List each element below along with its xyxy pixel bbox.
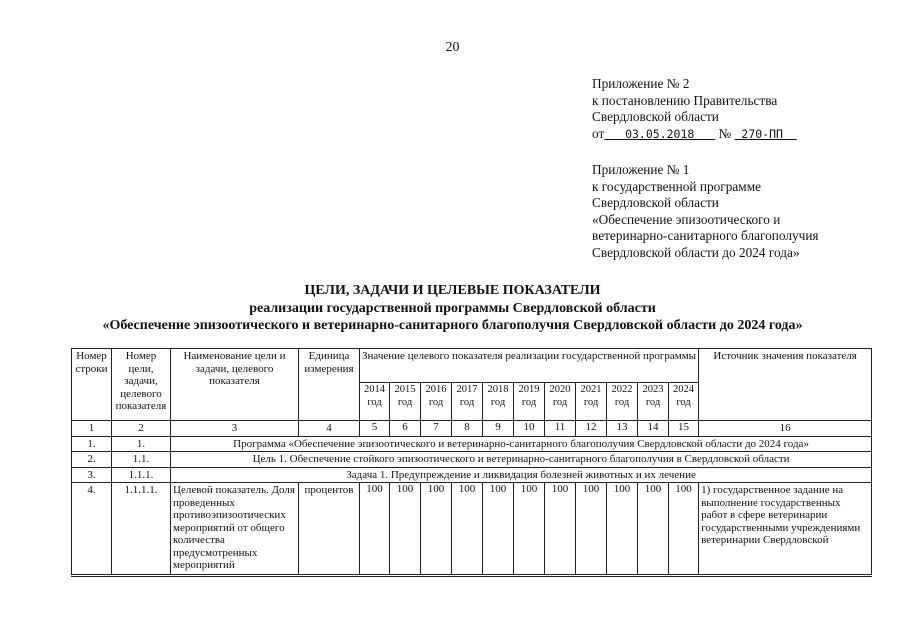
indicator-value: 100 — [576, 483, 607, 575]
row-code: 1.1.1. — [112, 467, 171, 483]
task-row — [72, 467, 872, 483]
goal-title: Цель 1. Обеспечение стойкого эпизоотического и ветеринарно-санитарного благополучия в Свердловской области — [171, 452, 872, 468]
appendix-1-line-1: Приложение № 1 — [592, 162, 690, 177]
indicator-row — [72, 483, 872, 575]
header-year: 2019 год — [514, 383, 545, 421]
header-year: 2014 год — [360, 383, 390, 421]
column-number: 9 — [483, 421, 514, 437]
appendix-1-line-2: к государственной программе — [592, 178, 762, 194]
column-number: 1 — [72, 421, 112, 437]
header-row-1 — [72, 349, 872, 383]
program-title: Программа «Обеспечение эпизоотического и ветеринарно-санитарного благополучия Свердловской области до 2024 года» — [171, 436, 872, 452]
row-code: 1. — [112, 436, 171, 452]
appendix-2-line-2: к постановлению Правительства — [592, 92, 778, 108]
title-line-1: ЦЕЛИ, ЗАДАЧИ И ЦЕЛЕВЫЕ ПОКАЗАТЕЛИ — [304, 283, 601, 298]
indicator-source: 1) государственное задание на выполнение государственных работ в сфере ветеринарии государственными учреждениями ветеринарии Свердловской — [699, 483, 872, 575]
appendix-1-line-4: «Обеспечение эпизоотического и — [592, 211, 781, 227]
header-year: 2020 год — [545, 383, 576, 421]
column-number: 7 — [421, 421, 452, 437]
row-code: 1.1. — [112, 452, 171, 468]
appendix-1-line-6: Свердловской области до 2024 года» — [592, 244, 800, 260]
indicator-value: 100 — [607, 483, 638, 575]
header-year: 2017 год — [452, 383, 483, 421]
row-code: 1.1.1.1. — [112, 483, 171, 575]
header-year: 2018 год — [483, 383, 514, 421]
program-row — [72, 436, 872, 452]
row-number: 3. — [72, 467, 112, 483]
indicator-value: 100 — [545, 483, 576, 575]
header-goal-number: Номер цели, задачи, целевого показателя — [112, 349, 171, 421]
indicator-value: 100 — [669, 483, 699, 575]
column-number: 16 — [699, 421, 872, 437]
column-number: 2 — [112, 421, 171, 437]
header-year: 2023 год — [638, 383, 669, 421]
column-number: 11 — [545, 421, 576, 437]
appendix-2-date-line — [592, 126, 797, 143]
row-number: 2. — [72, 452, 112, 468]
appendix-2-block — [592, 76, 797, 142]
column-number: 14 — [638, 421, 669, 437]
column-number: 15 — [669, 421, 699, 437]
indicator-name: Целевой показатель. Доля проведенных противоэпизоотических мероприятий от общего количества предусмотренных мероприятий — [171, 483, 299, 575]
header-row-number: Номер строки — [72, 349, 112, 421]
title-line-3: «Обеспечение эпизоотического и ветеринарно-санитарного благополучия Свердловской области до 2024 года» — [102, 318, 803, 333]
header-name: Наименование цели и задачи, целевого показателя — [171, 349, 299, 421]
document-title — [0, 282, 905, 335]
column-number: 10 — [514, 421, 545, 437]
indicators-table — [71, 348, 872, 575]
from-label: от — [592, 125, 605, 141]
title-line-2: реализации государственной программы Свердловской области — [249, 300, 656, 316]
number-label: № — [718, 125, 732, 141]
header-year: 2016 год — [421, 383, 452, 421]
header-year: 2015 год — [390, 383, 421, 421]
column-number: 13 — [607, 421, 638, 437]
page-number: 20 — [445, 40, 460, 55]
indicator-value: 100 — [390, 483, 421, 575]
header-year: 2022 год — [607, 383, 638, 421]
appendix-1-line-3: Свердловской области — [592, 195, 719, 210]
indicator-value: 100 — [360, 483, 390, 575]
column-number: 12 — [576, 421, 607, 437]
indicator-value: 100 — [421, 483, 452, 575]
appendix-1-block — [592, 162, 819, 261]
appendix-2-line-1: Приложение № 2 — [592, 76, 690, 91]
header-source: Источник значения показателя — [699, 349, 872, 421]
column-number: 8 — [452, 421, 483, 437]
goal-row — [72, 452, 872, 468]
column-number: 3 — [171, 421, 299, 437]
decree-number: 270-ПП — [741, 126, 783, 141]
indicator-value: 100 — [483, 483, 514, 575]
column-number: 4 — [299, 421, 360, 437]
header-unit: Единица измерения — [299, 349, 360, 421]
header-values-group: Значение целевого показателя реализации государственной программы — [360, 349, 699, 383]
header-year: 2024 год — [669, 383, 699, 421]
column-number: 6 — [390, 421, 421, 437]
appendix-2-line-3: Свердловской области — [592, 109, 719, 124]
indicator-value: 100 — [638, 483, 669, 575]
appendix-1-line-5: ветеринарно-санитарного благополучия — [592, 228, 819, 243]
row-number: 1. — [72, 436, 112, 452]
indicator-unit: процентов — [299, 483, 360, 575]
task-title: Задача 1. Предупреждение и ликвидация болезней животных и их лечение — [171, 467, 872, 483]
indicator-value: 100 — [452, 483, 483, 575]
indicator-value: 100 — [514, 483, 545, 575]
header-year: 2021 год — [576, 383, 607, 421]
decree-date: 03.05.2018 — [625, 126, 695, 141]
column-number: 5 — [360, 421, 390, 437]
row-number: 4. — [72, 483, 112, 575]
column-numbers-row — [72, 421, 872, 437]
table-bottom-rule — [71, 576, 872, 577]
